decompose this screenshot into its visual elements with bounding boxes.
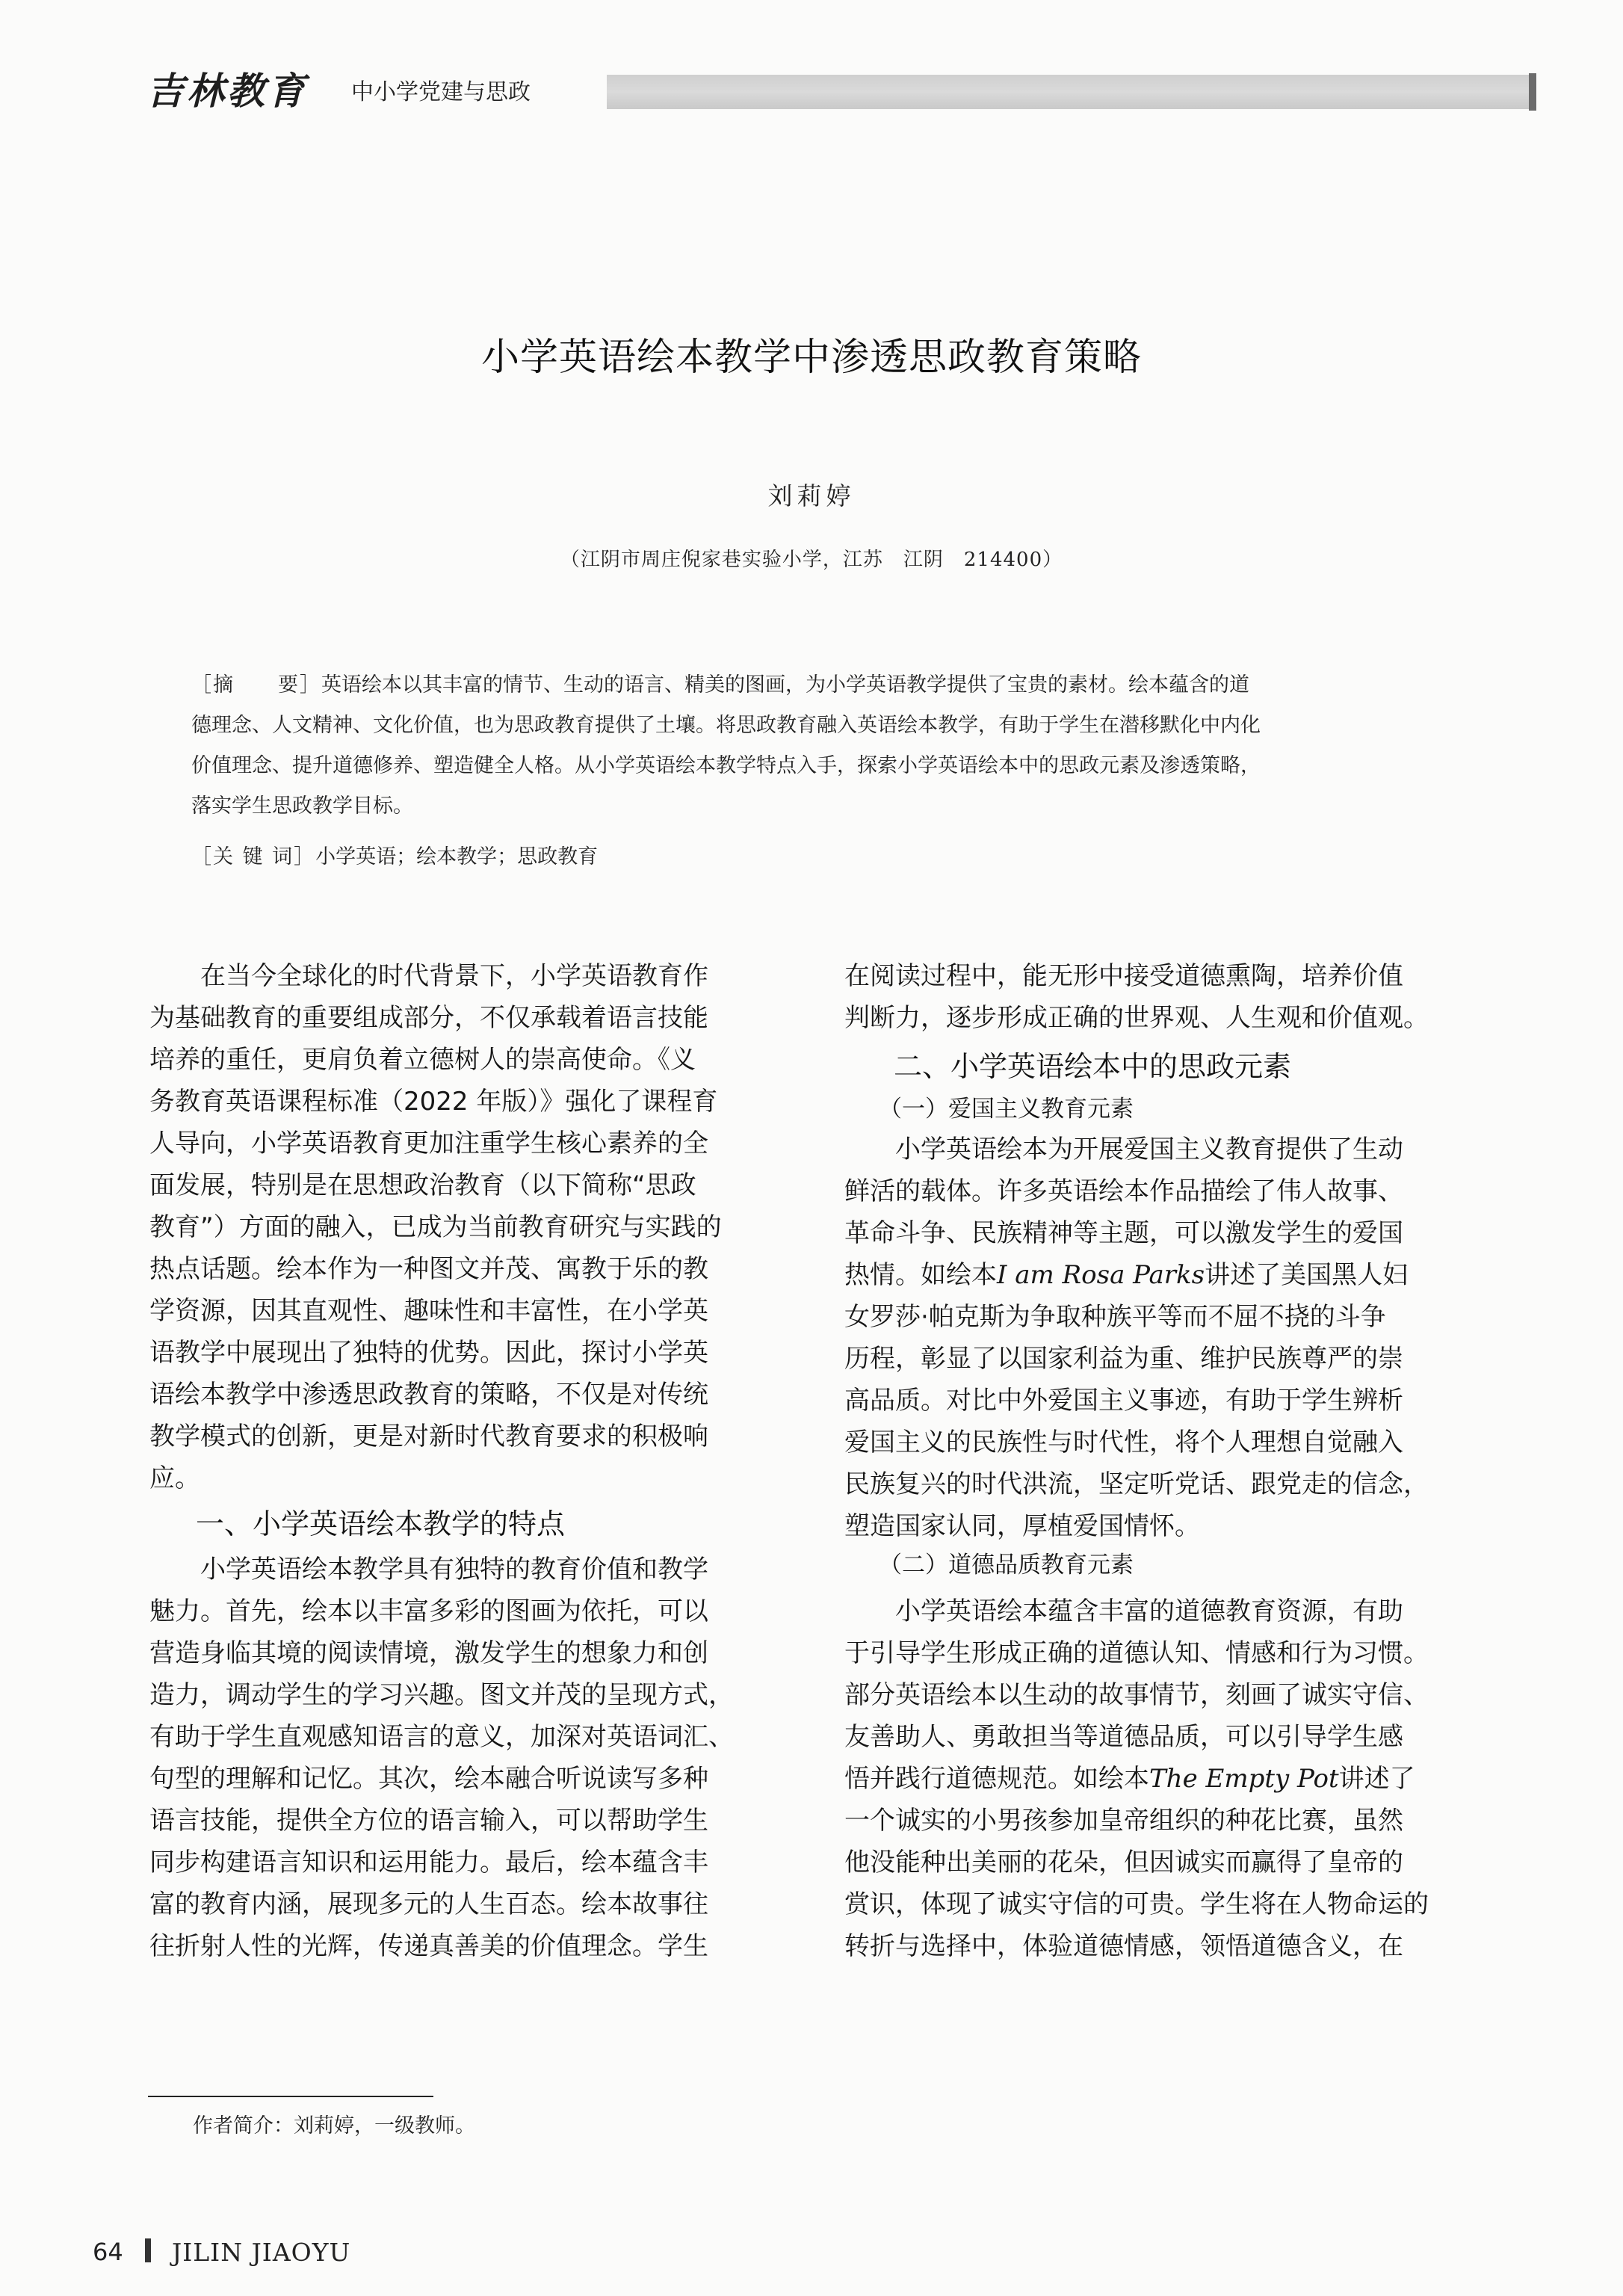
body-line: 为基础教育的重要组成部分，不仅承载着语言技能 — [149, 1003, 708, 1033]
header-bar-cap — [1529, 73, 1536, 111]
body-line: 往折射人性的光辉，传递真善美的价值理念。学生 — [149, 1931, 708, 1961]
body-text: 悟并践行道德规范。如绘本 — [844, 1764, 1149, 1794]
body-text: 讲述了美国黑人妇 — [1205, 1260, 1409, 1290]
header-bar — [607, 75, 1535, 109]
body-line: 革命斗争、民族精神等主题，可以激发学生的爱国 — [844, 1218, 1403, 1248]
body-line: 塑造国家认同，厚植爱国情怀。 — [844, 1511, 1200, 1541]
section-name: 中小学党建与思政 — [351, 79, 531, 105]
body-line: 在阅读过程中，能无形中接受道德熏陶，培养价值 — [844, 961, 1403, 991]
body-line — [844, 1254, 1408, 1291]
body-line: 魅力。首先，绘本以丰富多彩的图画为依托，可以 — [149, 1596, 708, 1626]
body-line: 务教育英语课程标准（2022 年版）》强化了课程育 — [149, 1087, 718, 1117]
abstract-line — [191, 668, 1249, 697]
body-line: 语言技能，提供全方位的语言输入，可以帮助学生 — [149, 1806, 708, 1836]
body-text: 讲述了 — [1338, 1764, 1415, 1794]
body-line: 在当今全球化的时代背景下，小学英语教育作 — [200, 961, 708, 991]
body-line: 教育”）方面的融入，已成为当前教育研究与实践的 — [149, 1212, 722, 1242]
abstract-text: 英语绘本以其丰富的情节、生动的语言、精美的图画，为小学英语教学提供了宝贵的素材。绘本蕴含的道 — [321, 673, 1249, 697]
abstract-line: 德理念、人文精神、文化价值，也为思政教育提供了土壤。将思政教育融入英语绘本教学，有助于学生在潜移默化中内化 — [191, 714, 1261, 737]
body-line: 友善助人、勇敢担当等道德品质，可以引导学生感 — [844, 1722, 1403, 1752]
abstract-label: ［摘 要］ — [191, 673, 321, 697]
body-line: 富的教育内涵，展现多元的人生百态。绘本故事往 — [149, 1889, 708, 1919]
body-line: 热点话题。绘本作为一种图文并茂、寓教于乐的教 — [149, 1254, 708, 1284]
body-line: 语教学中展现出了独特的优势。因此，探讨小学英 — [149, 1338, 708, 1368]
body-line: 女罗莎·帕克斯为争取种族平等而不屈不挠的斗争 — [844, 1302, 1386, 1332]
body-line: 同步构建语言知识和运用能力。最后，绘本蕴含丰 — [149, 1848, 708, 1877]
keywords-line — [191, 840, 598, 869]
body-line: 有助于学生直观感知语言的意义，加深对英语词汇、 — [149, 1722, 734, 1752]
body-line: 面发展，特别是在思想政治教育（以下简称“思政 — [149, 1170, 696, 1200]
subsection-heading-1: （一）爱国主义教育元素 — [879, 1096, 1134, 1123]
body-line: 小学英语绘本教学具有独特的教育价值和教学 — [200, 1555, 708, 1584]
body-line: 人导向，小学英语教育更加注重学生核心素养的全 — [149, 1129, 708, 1158]
journal-logo: 吉林教育 — [146, 69, 308, 113]
section-heading-2: 二、小学英语绘本中的思政元素 — [894, 1050, 1292, 1083]
body-line: 教学模式的创新，更是对新时代教育要求的积极响 — [149, 1422, 708, 1451]
body-line: 他没能种出美丽的花朵，但因诚实而赢得了皇帝的 — [844, 1848, 1403, 1877]
body-line: 学资源，因其直观性、趣味性和丰富性，在小学英 — [149, 1296, 708, 1326]
body-line: 应。 — [149, 1463, 200, 1493]
body-line: 鲜活的载体。许多英语绘本作品描绘了伟人故事、 — [844, 1176, 1403, 1206]
abstract-line: 落实学生思政教学目标。 — [191, 794, 413, 818]
footnote-rule — [148, 2096, 433, 2097]
body-line: 句型的理解和记忆。其次，绘本融合听说读写多种 — [149, 1764, 708, 1794]
body-line: 爱国主义的民族性与时代性，将个人理想自觉融入 — [844, 1428, 1403, 1457]
body-line: 判断力，逐步形成正确的世界观、人生观和价值观。 — [844, 1003, 1429, 1033]
body-line: 培养的重任，更肩负着立德树人的崇高使命。《义 — [149, 1045, 696, 1075]
body-line: 高品质。对比中外爱国主义事迹，有助于学生辨析 — [844, 1386, 1403, 1416]
keywords-text: 小学英语；绘本教学；思政教育 — [315, 845, 599, 868]
keywords-label: ［关 键 词］ — [191, 845, 316, 868]
book-title: I am Rosa Parks — [997, 1260, 1205, 1290]
body-line: 小学英语绘本为开展爱国主义教育提供了生动 — [895, 1135, 1403, 1164]
abstract-line: 价值理念、提升道德修养、塑造健全人格。从小学英语绘本教学特点入手，探索小学英语绘本中的思政元素及渗透策略， — [191, 754, 1261, 777]
section-heading-1: 一、小学英语绘本教学的特点 — [196, 1507, 566, 1540]
author-affiliation: （江阴市周庄倪家巷实验小学，江苏 江阴 214400） — [560, 549, 1063, 571]
body-line: 一个诚实的小男孩参加皇帝组织的种花比赛，虽然 — [844, 1806, 1403, 1836]
body-line: 小学英语绘本蕴含丰富的道德教育资源，有助 — [895, 1596, 1403, 1626]
footer-divider — [145, 2238, 151, 2262]
author-footnote: 作者简介：刘莉婷，一级教师。 — [193, 2114, 475, 2138]
book-title: The Empty Pot — [1149, 1764, 1339, 1794]
author-name: 刘莉婷 — [767, 481, 856, 510]
body-text: 热情。如绘本 — [844, 1260, 997, 1290]
body-line: 造力，调动学生的学习兴趣。图文并茂的呈现方式， — [149, 1680, 734, 1710]
body-line: 部分英语绘本以生动的故事情节，刻画了诚实守信、 — [844, 1680, 1429, 1710]
body-line — [844, 1758, 1415, 1794]
body-line: 赏识，体现了诚实守信的可贵。学生将在人物命运的 — [844, 1889, 1429, 1919]
body-line: 营造身临其境的阅读情境，激发学生的想象力和创 — [149, 1638, 708, 1668]
body-line: 语绘本教学中渗透思政教育的策略，不仅是对传统 — [149, 1380, 708, 1410]
article-title: 小学英语绘本教学中渗透思政教育策略 — [480, 336, 1142, 380]
body-line: 民族复兴的时代洪流，坚定听党话、跟党走的信念， — [844, 1469, 1429, 1499]
subsection-heading-2: （二）道德品质教育元素 — [879, 1552, 1134, 1578]
page-number: 64 — [93, 2238, 123, 2266]
body-line: 于引导学生形成正确的道德认知、情感和行为习惯。 — [844, 1638, 1429, 1668]
body-line: 转折与选择中，体验道德情感，领悟道德含义，在 — [844, 1931, 1403, 1961]
journal-name: JILIN JIAOYU — [172, 2238, 351, 2267]
body-line: 历程，彰显了以国家利益为重、维护民族尊严的崇 — [844, 1344, 1403, 1374]
